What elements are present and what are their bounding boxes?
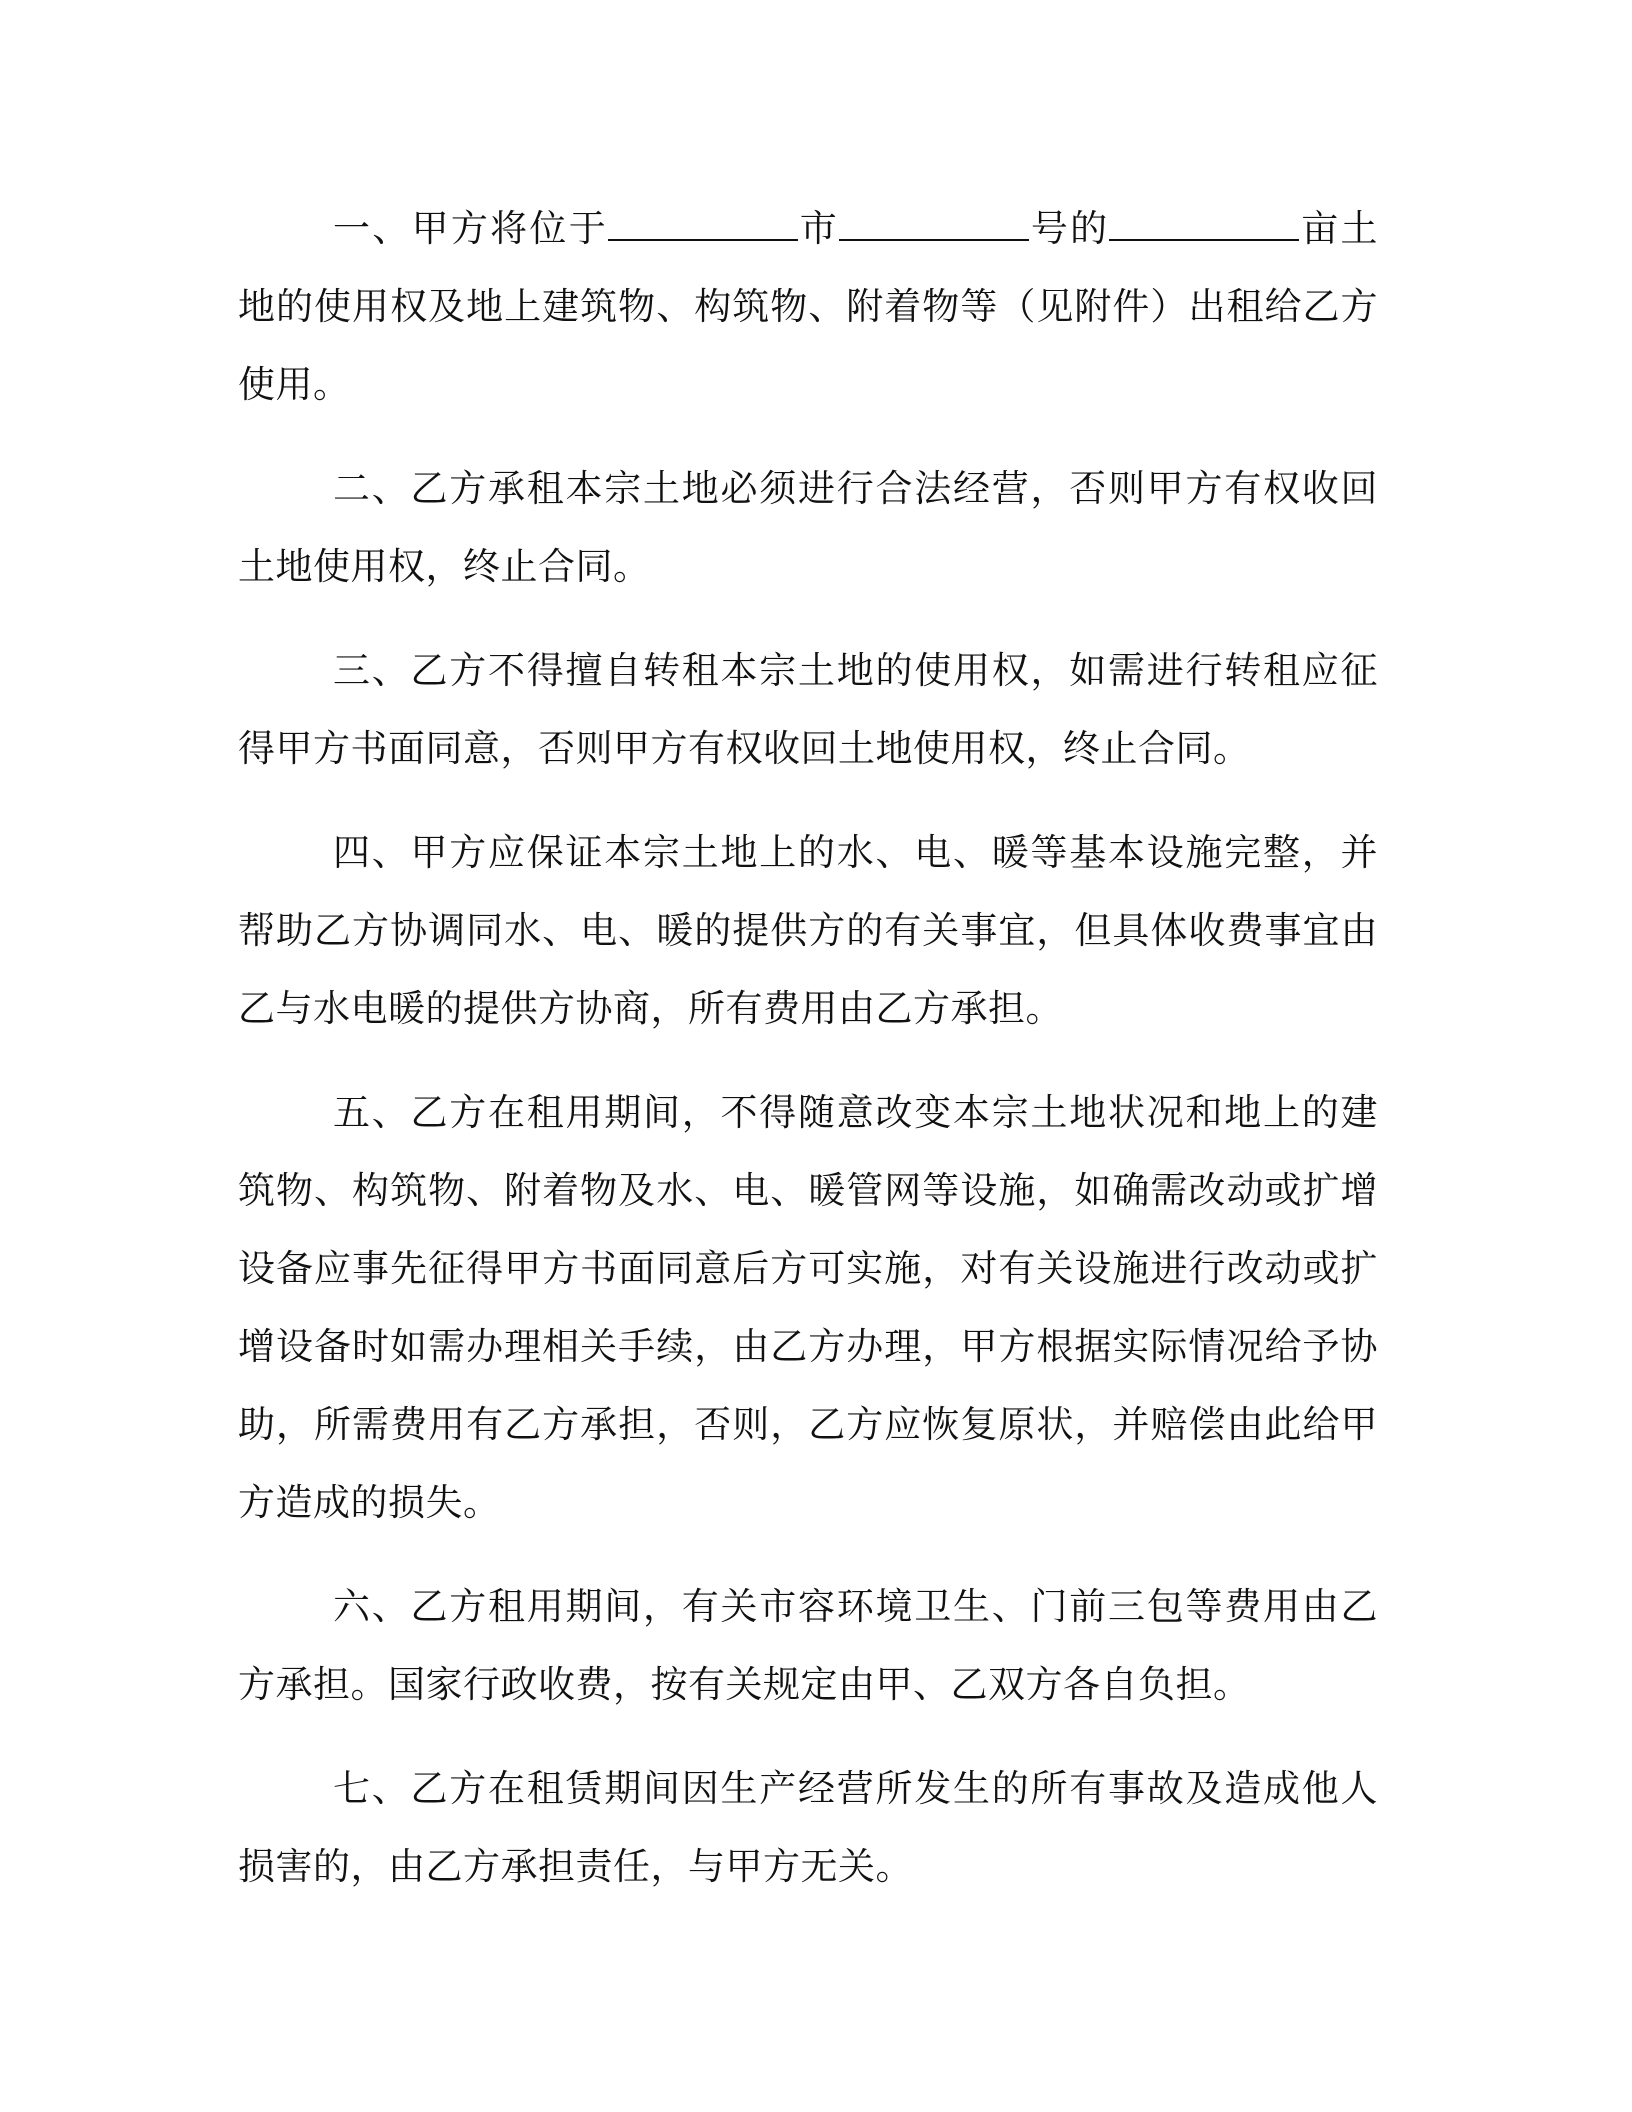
clause-4: 四、甲方应保证本宗土地上的水、电、暖等基本设施完整，并帮助乙方协调同水、电、暖的提供方的有关事宜，但具体收费事宜由乙与水电暖的提供方协商，所有费用由乙方承担。 bbox=[238, 831, 1378, 1030]
city-blank bbox=[608, 211, 798, 241]
clause-1-text-c: 号的 bbox=[1029, 207, 1110, 250]
clause-1-text-a: 一、甲方将位于 bbox=[333, 207, 608, 250]
clause-1 bbox=[238, 190, 1378, 424]
number-blank bbox=[839, 211, 1029, 241]
contract-body bbox=[238, 190, 1378, 1906]
clause-5: 五、乙方在租用期间，不得随意改变本宗土地状况和地上的建筑物、构筑物、附着物及水、电、暖管网等设施，如确需改动或扩增设备应事先征得甲方书面同意后方可实施，对有关设施进行改动或扩增设备时如需办理相关手续，由乙方办理，甲方根据实际情况给予协助，所需费用有乙方承担，否则，乙方应恢复原状，并赔偿由此给甲方造成的损失。 bbox=[238, 1091, 1378, 1524]
clause-1-text-b: 市 bbox=[798, 207, 840, 250]
area-blank bbox=[1109, 211, 1299, 241]
clause-2: 二、乙方承租本宗土地必须进行合法经营，否则甲方有权收回土地使用权，终止合同。 bbox=[238, 467, 1378, 588]
clause-6: 六、乙方租用期间，有关市容环境卫生、门前三包等费用由乙方承担。国家行政收费，按有关规定由甲、乙双方各自负担。 bbox=[238, 1585, 1378, 1706]
clause-3: 三、乙方不得擅自转租本宗土地的使用权，如需进行转租应征得甲方书面同意，否则甲方有权收回土地使用权，终止合同。 bbox=[238, 649, 1378, 770]
clause-1-text-d: 亩土地的使用权及地上建筑物、构筑物、附着物等（见附件）出租给乙方使用。 bbox=[238, 207, 1379, 406]
clause-7: 七、乙方在租赁期间因生产经营所发生的所有事故及造成他人损害的，由乙方承担责任，与甲方无关。 bbox=[238, 1767, 1378, 1888]
